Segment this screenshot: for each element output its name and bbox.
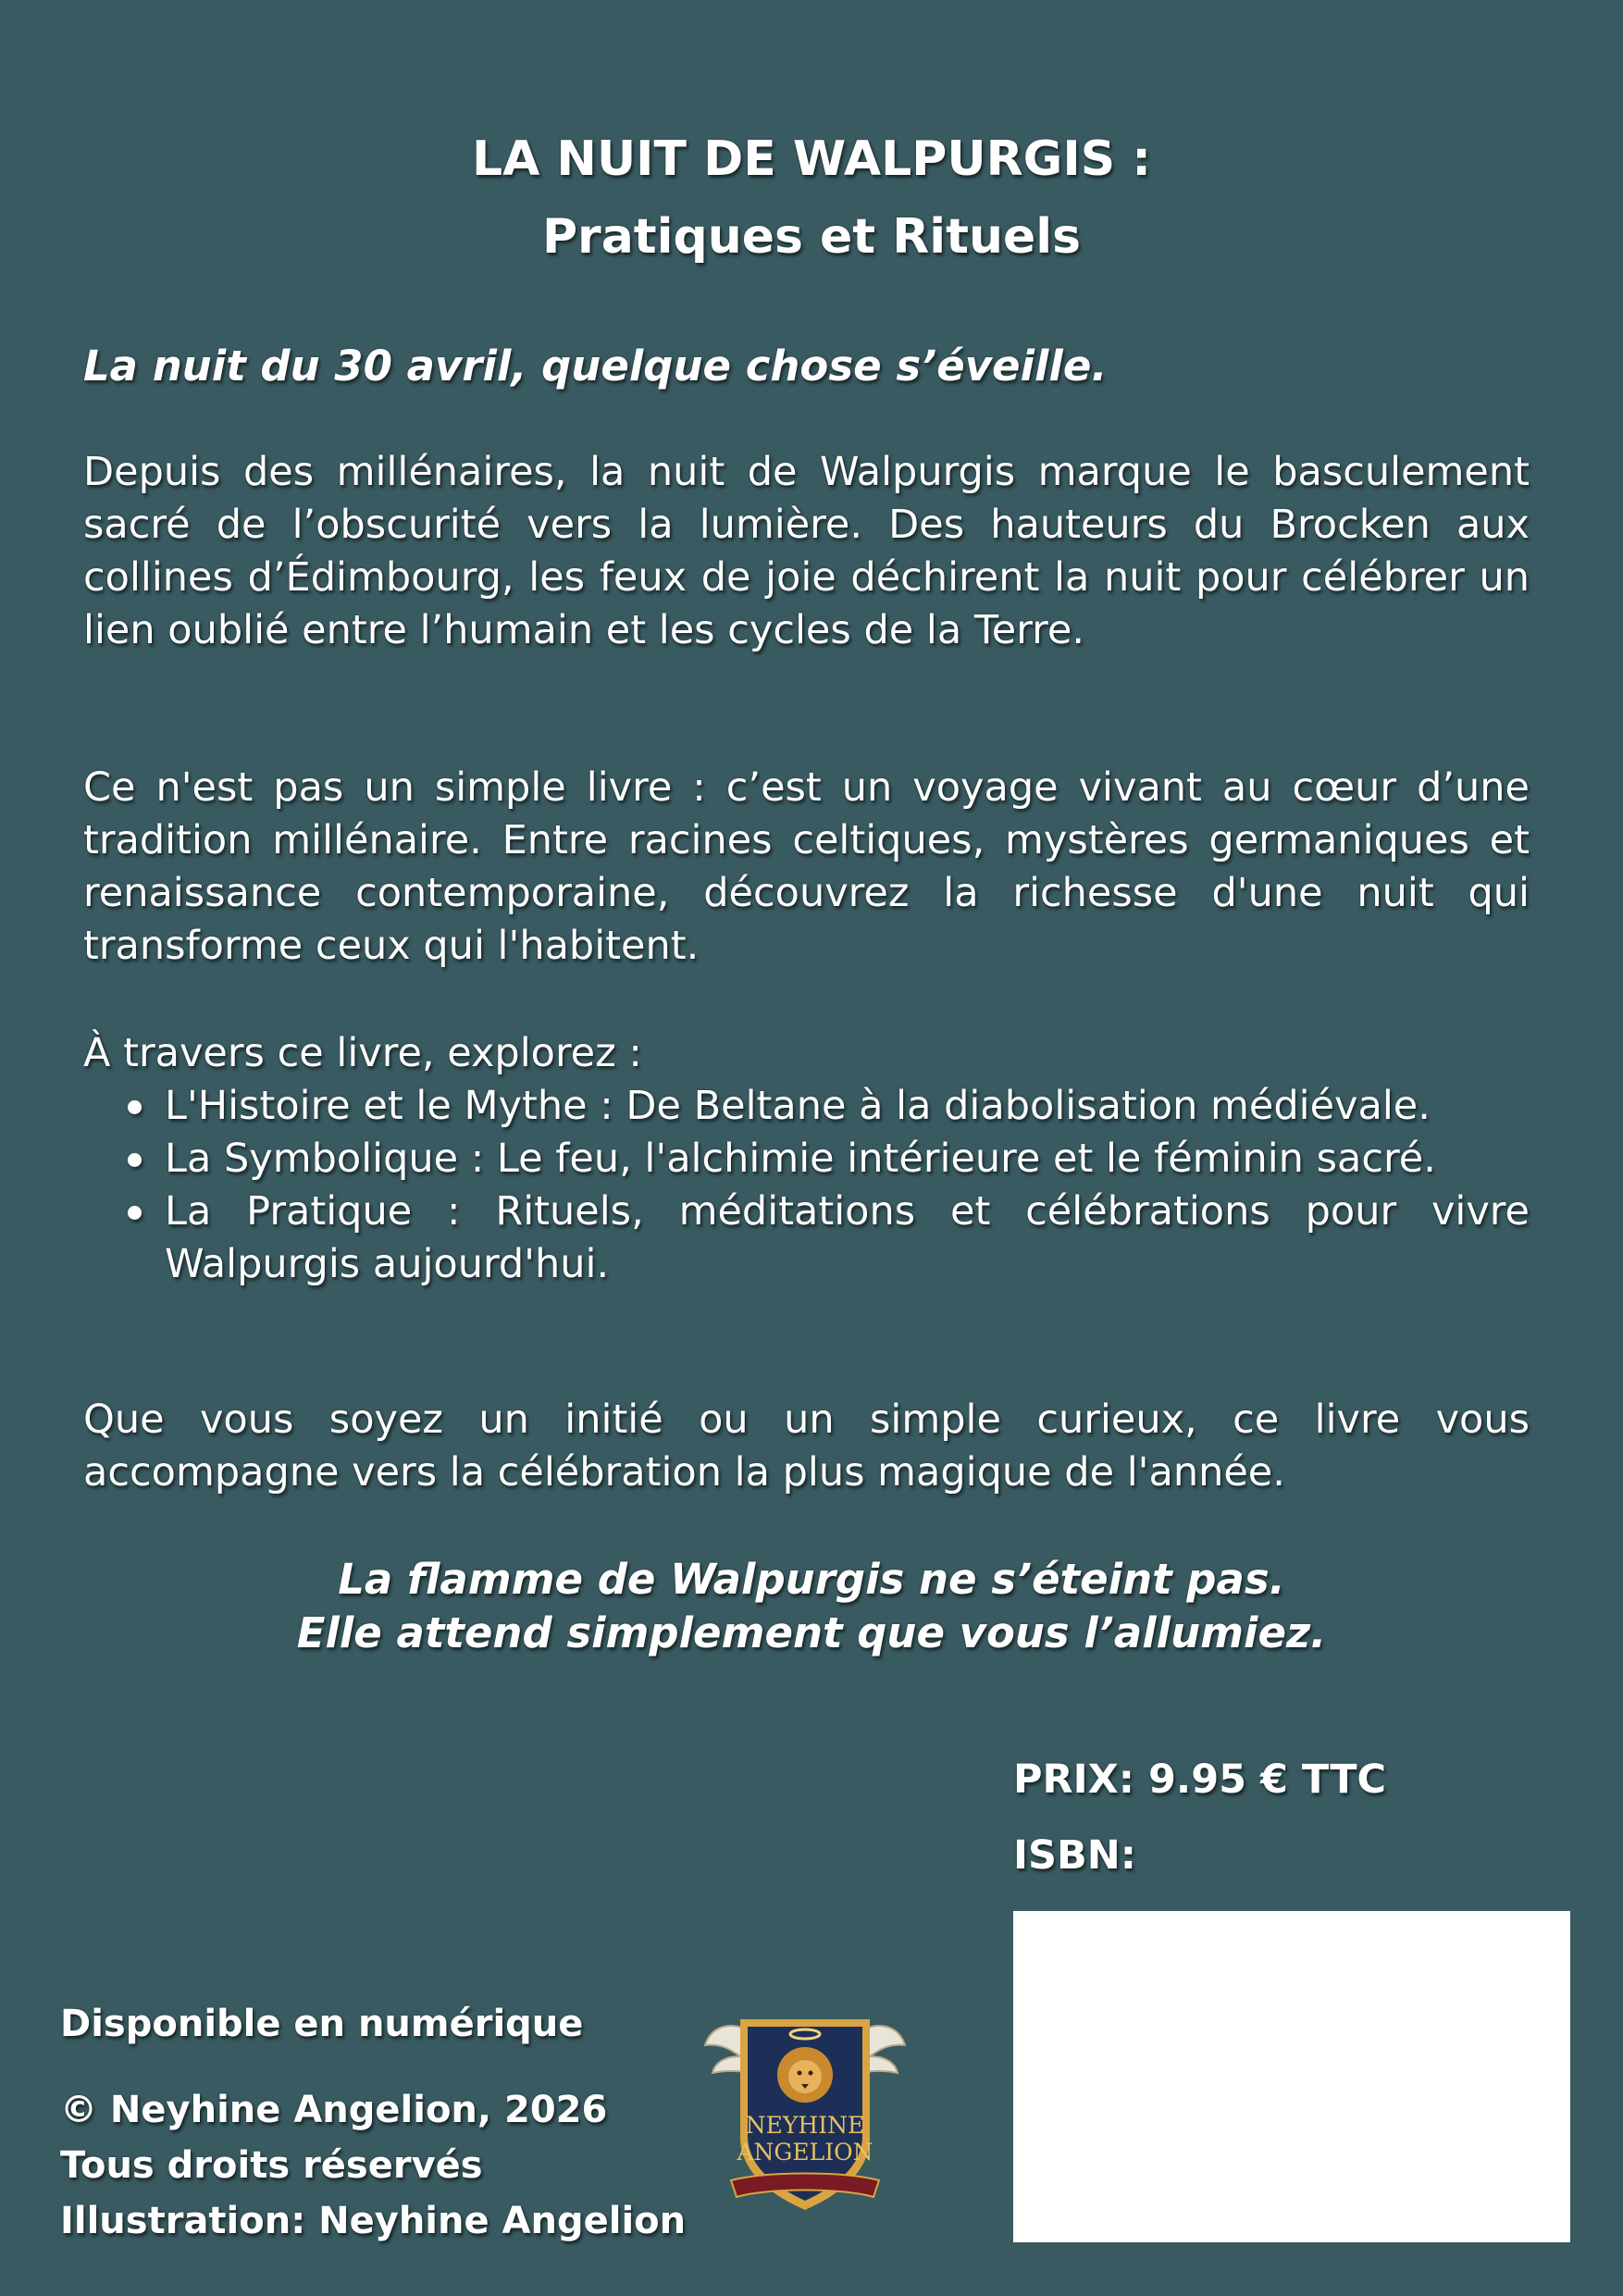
barcode-placeholder [1013,1911,1570,2242]
list-item: La Pratique : Rituels, méditations et célébrations pour vivre Walpurgis aujourd'hui. [165,1185,1530,1291]
closing-line-2: Elle attend simplement que vous l’allumiez. [296,1608,1327,1657]
winged-lion-crest-icon [703,1999,907,2226]
book-title [0,120,1623,276]
closing-quote [0,1553,1623,1660]
credits [60,2082,686,2249]
paragraph-audience: Que vous soyez un initié ou un simple curieux, ce livre vous accompagne vers la célébration la plus magique de l'année. [83,1396,1530,1496]
price-label: PRIX: 9.95 € TTC [1013,1756,1387,1803]
availability-note: Disponible en numérique [60,2003,584,2045]
list-item: La Symbolique : Le feu, l'alchimie intérieure et le féminin sacré. [165,1133,1530,1185]
title-line-1: LA NUIT DE WALPURGIS : [471,131,1152,187]
title-line-2: Pratiques et Rituels [541,209,1082,265]
rights-line: Tous droits réservés [60,2144,483,2187]
explore-section [83,1027,1530,1291]
paragraph-voyage: Ce n'est pas un simple livre : c’est un voyage vivant au cœur d’une tradition millénaire. Entre racines celtiques, mystères germaniques et renaissance contemporaine, découvrez la richesse d'une nuit qui transforme ceux qui l'habitent. [83,764,1530,969]
logo-text-line-2: ANGELION [737,2139,873,2166]
isbn-label: ISBN: [1013,1832,1136,1879]
illustration-credit: Illustration: Neyhine Angelion [60,2200,687,2242]
explore-list [83,1080,1530,1291]
hook-line: La nuit du 30 avril, quelque chose s’éveille. [83,341,1108,391]
publisher-logo [703,1999,907,2226]
copyright-line: © Neyhine Angelion, 2026 [60,2089,608,2131]
paragraph-history: Depuis des millénaires, la nuit de Walpurgis marque le basculement sacré de l’obscurité vers la lumière. Des hauteurs du Brocken aux collines d’Édimbourg, les feux de joie déchirent la nuit pour célébrer un lien oublié entre l’humain et les cycles de la Terre. [83,449,1530,653]
explore-intro: À travers ce livre, explorez : [83,1030,642,1076]
closing-line-1: La flamme de Walpurgis ne s’éteint pas. [338,1555,1285,1604]
logo-text-line-1: NEYHINE [745,2112,865,2139]
list-item: L'Histoire et le Mythe : De Beltane à la diabolisation médiévale. [165,1080,1530,1133]
